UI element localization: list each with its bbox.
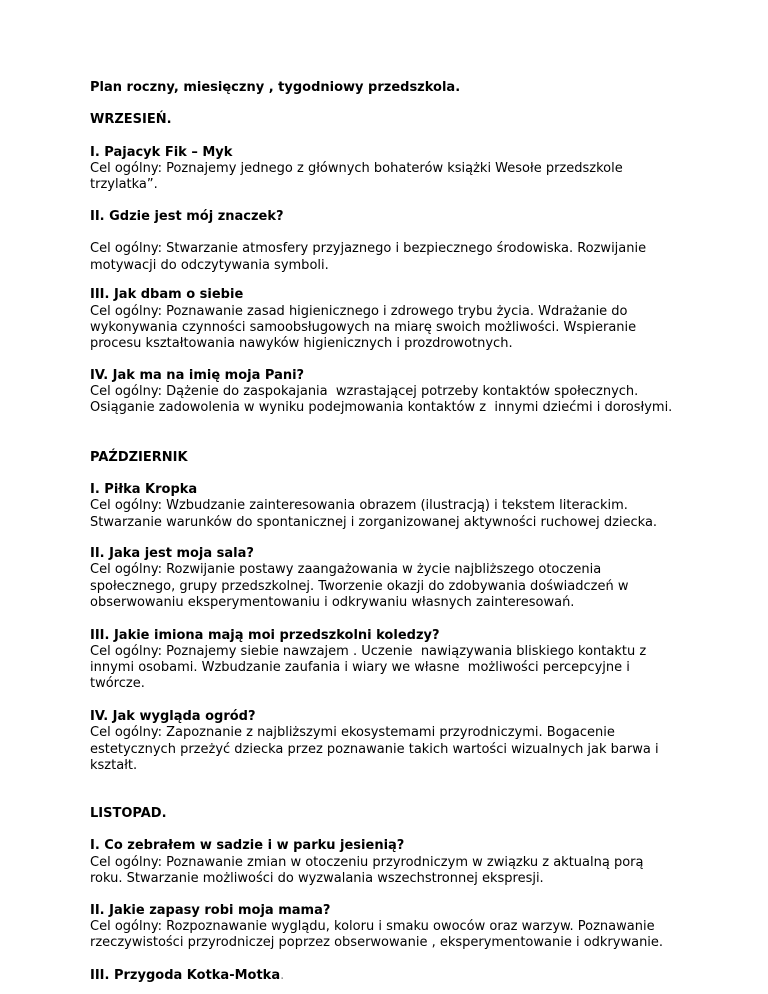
section-text-line: twórcze.: [90, 676, 145, 691]
section-text-line: Cel ogólny: Rozpoznawanie wyglądu, koloru i smaku owoców oraz warzyw. Poznawanie: [90, 919, 655, 934]
section-text-line: Stwarzanie warunków do spontanicznej i zorganizowanej aktywności ruchowej dziecka.: [90, 515, 658, 530]
section-text-line: rzeczywistości przyrodniczej poprzez obserwowanie , eksperymentowanie i odkrywanie.: [90, 935, 664, 950]
section-title-period: .: [280, 968, 285, 983]
section-text-line: społecznego, grupy przedszkolnej. Tworzenie okazji do zdobywania doświadczeń w: [90, 579, 629, 594]
section-text-line: trzylatka”.: [90, 177, 158, 192]
section-text-line: estetycznych przeżyć dziecka przez poznawanie takich wartości wizualnych jak barwa i: [90, 742, 659, 757]
document-title: Plan roczny, miesięczny , tygodniowy przedszkola.: [90, 80, 461, 95]
section-title: III. Jakie imiona mają moi przedszkolni koledzy?: [90, 628, 440, 643]
section-text-line: innymi osobami. Wzbudzanie zaufania i wiary we własne możliwości percepcyjne i: [90, 660, 630, 675]
section-title: I. Co zebrałem w sadzie i w parku jesienią?: [90, 838, 405, 853]
section-text-line: obserwowaniu eksperymentowaniu i odkrywaniu własnych zainteresowań.: [90, 595, 575, 610]
section-text-line: kształt.: [90, 758, 138, 773]
section-title: II. Jakie zapasy robi moja mama?: [90, 903, 331, 918]
section-text-line: Cel ogólny: Poznawanie zmian w otoczeniu przyrodniczym w związku z aktualną porą: [90, 855, 644, 870]
month-heading-september: WRZESIEŃ.: [90, 112, 172, 127]
section-text-line: Cel ogólny: Poznajemy siebie nawzajem . Uczenie nawiązywania bliskiego kontaktu z: [90, 644, 647, 659]
section-text-line: procesu kształtowania nawyków higienicznych i prozdrowotnych.: [90, 336, 513, 351]
section-text-line: Cel ogólny: Rozwijanie postawy zaangażowania w życie najbliższego otoczenia: [90, 562, 602, 577]
section-text-line: Cel ogólny: Wzbudzanie zainteresowania obrazem (ilustracją) i tekstem literackim.: [90, 498, 628, 513]
section-title: I. Piłka Kropka: [90, 482, 198, 497]
section-text-line: roku. Stwarzanie możliwości do wyzwalania wszechstronnej ekspresji.: [90, 871, 544, 886]
section-text-line: Osiąganie zadowolenia w wyniku podejmowania kontaktów z innymi dziećmi i dorosłymi.: [90, 400, 673, 415]
section-title: II. Gdzie jest mój znaczek?: [90, 209, 284, 224]
section-title: II. Jaka jest moja sala?: [90, 546, 254, 561]
section-text-line: wykonywania czynności samoobsługowych na miarę swoich możliwości. Wspieranie: [90, 320, 637, 335]
section-text-line: motywacji do odczytywania symboli.: [90, 258, 329, 273]
section-text-line: Cel ogólny: Poznawanie zasad higienicznego i zdrowego trybu życia. Wdrażanie do: [90, 304, 628, 319]
section-title: I. Pajacyk Fik – Myk: [90, 145, 233, 160]
section-text-line: Cel ogólny: Stwarzanie atmosfery przyjaznego i bezpiecznego środowiska. Rozwijanie: [90, 241, 647, 256]
section-title-row: [90, 968, 284, 984]
section-text-line: Cel ogólny: Zapoznanie z najbliższymi ekosystemami przyrodniczymi. Bogacenie: [90, 725, 615, 740]
section-title: IV. Jak ma na imię moja Pani?: [90, 368, 305, 383]
section-text-line: Cel ogólny: Poznajemy jednego z głównych bohaterów książki Wesołe przedszkole: [90, 161, 623, 176]
section-title: III. Jak dbam o siebie: [90, 287, 244, 302]
month-heading-november: LISTOPAD.: [90, 806, 167, 821]
section-title: III. Przygoda Kotka-Motka: [90, 968, 281, 983]
section-text-line: Cel ogólny: Dążenie do zaspokajania wzrastającej potrzeby kontaktów społecznych.: [90, 384, 639, 399]
section-title: IV. Jak wygląda ogród?: [90, 709, 256, 724]
month-heading-october: PAŹDZIERNIK: [90, 450, 188, 465]
